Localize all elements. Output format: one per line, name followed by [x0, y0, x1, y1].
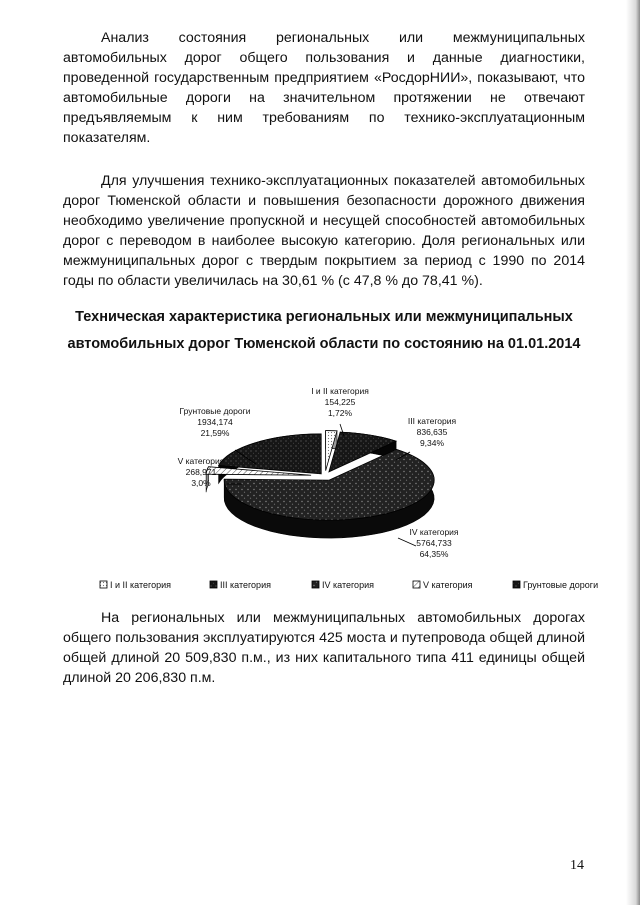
chart-section-title: [40, 304, 608, 358]
data-label-category-3: III категория 836,635 9,34%: [407, 416, 457, 448]
legend-label-category-5: V категория: [423, 580, 473, 590]
legend-item-category-4: [312, 580, 374, 590]
paragraph-bridges: На региональных или межмуниципальных автомобильных дорогах общего пользования эксплуатируются 425 моста и путепровода общей длиной общей длиной 20 509,830 п.м., из них капитального типа 411 единицы общей длиной 20 206,830 п.м.: [63, 610, 585, 686]
road-category-pie-chart: [60, 380, 599, 605]
legend-label-category-1-2: I и II категория: [110, 580, 171, 590]
legend-item-dirt-roads: [513, 580, 598, 590]
data-label-category-1-2: I и II категория 154,225 1,72%: [311, 386, 369, 418]
legend-item-category-5: [413, 580, 473, 590]
data-label-dirt-roads: Грунтовые дороги 1934,174 21,59%: [179, 406, 251, 438]
data-label-category-4: IV категория 5764,733 64,35%: [409, 527, 459, 559]
data-label-category-5: V категория 268,971 3,0%: [177, 456, 225, 488]
chart-section-title-line-2: автомобильных дорог Тюменской области по состоянию на 01.01.2014: [67, 336, 581, 352]
paragraph-road-condition-analysis: Анализ состояния региональных или межмуниципальных автомобильных дорог общего пользования и данные диагностики, проведенной государственным предприятием «РосдорНИИ», показывают, что автомобильные дороги на значительном протяжении не отвечают предъявляемым к ним требованиям по технико-эксплуатационным показателям.: [63, 30, 585, 146]
legend-label-category-3: III категория: [220, 580, 271, 590]
legend-label-dirt-roads: Грунтовые дороги: [523, 580, 599, 590]
paragraph-road-improvement: Для улучшения технико-эксплуатационных показателей автомобильных дорог Тюменской области и повышения безопасности дорожного движения необходимо увеличение пропускной и несущей способностей автомобильных дорог с переводом в наиболее высокую категорию. Доля региональных или межмуниципальных дорог с твердым покрытием за период с 1990 по 2014 годы по области увеличилась на 30,61 % (с 47,8 % до 78,41 %).: [63, 173, 585, 289]
chart-legend: [100, 580, 598, 590]
chart-section-title-line-1: Техническая характеристика региональных или межмуниципальных: [75, 309, 573, 325]
legend-item-category-3: [210, 580, 271, 590]
page-number: 14: [570, 858, 584, 873]
legend-item-category-1-2: [100, 580, 171, 590]
legend-label-category-4: IV категория: [322, 580, 374, 590]
label-leader-category-4: [398, 538, 416, 546]
page-edge-shadow: [626, 0, 640, 905]
